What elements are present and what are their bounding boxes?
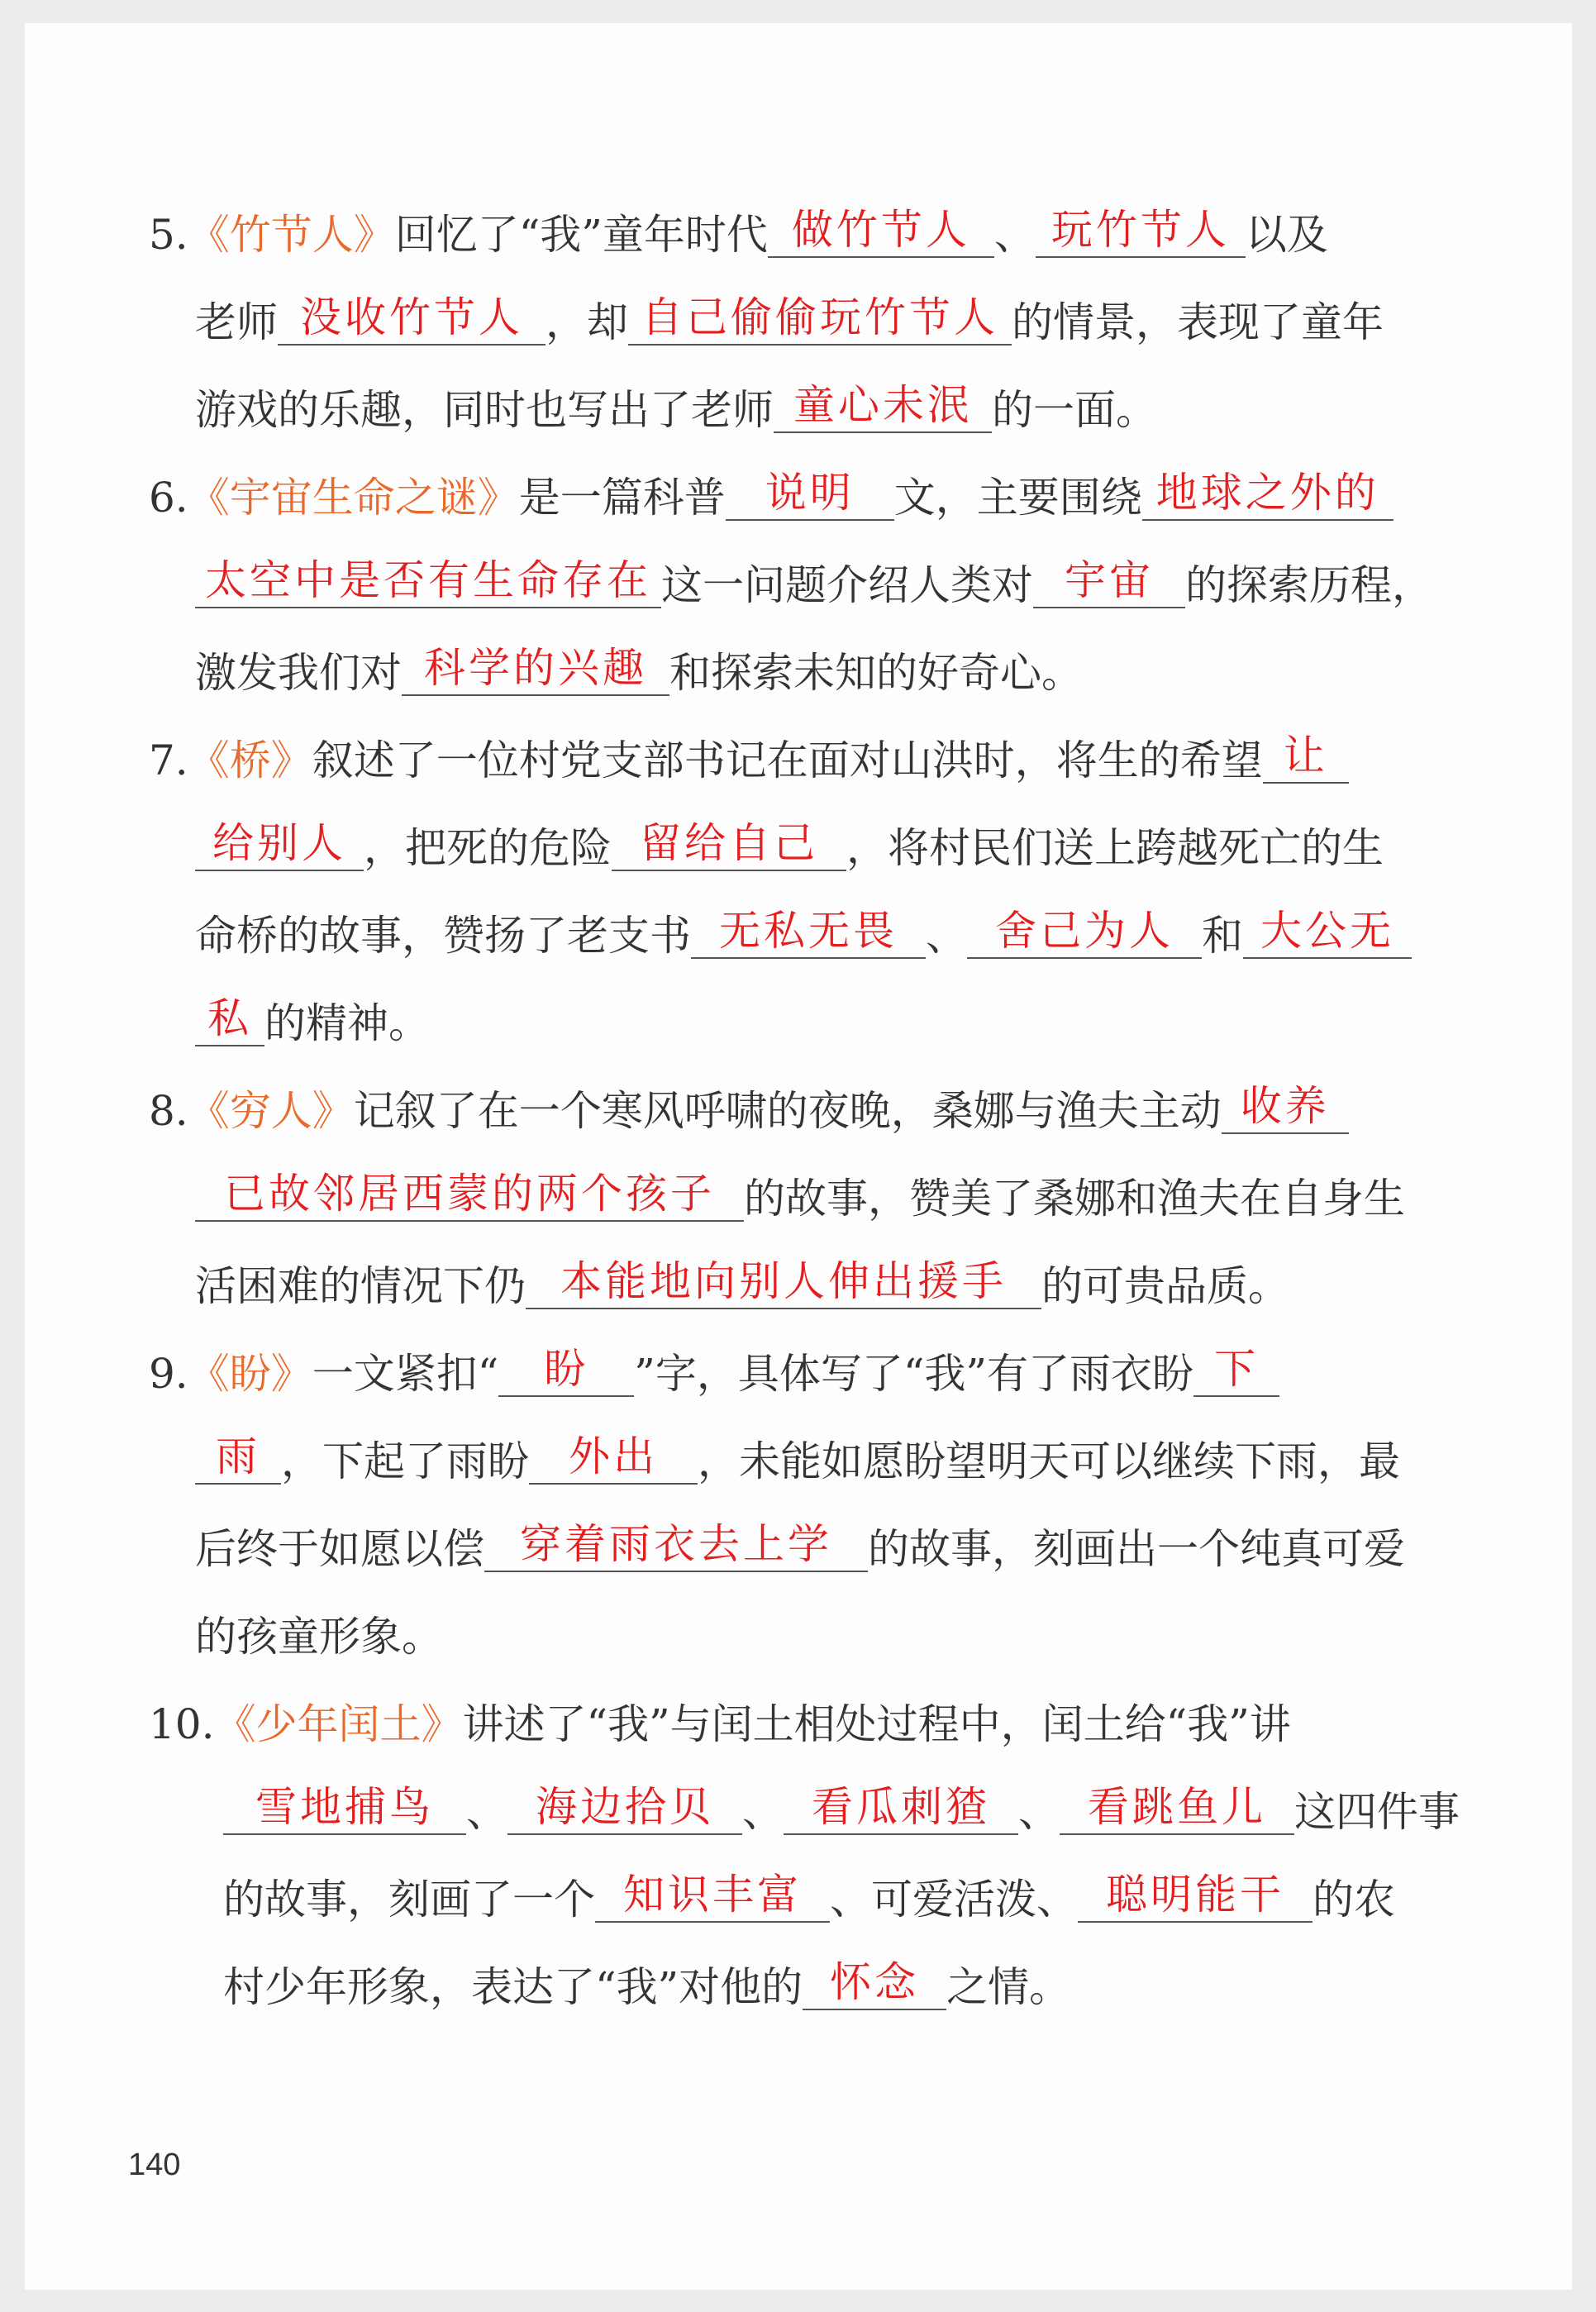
item-number: 6. [149,474,188,522]
item-9-line-1 [149,1344,1279,1404]
static-text: ，将村民们送上跨越死亡的生 [846,824,1384,872]
static-text: 是一篇科普 [518,474,726,522]
static-text: 游戏的乐趣，同时也写出了老师 [195,386,774,434]
item-number: 7. [149,737,188,784]
item-8-line-3 [195,1256,1289,1316]
static-text: ”字，具体写了“我”有了雨衣盼 [634,1350,1193,1398]
static-text: 活困难的情况下仍 [195,1262,526,1310]
item-number: 10. [149,1700,215,1748]
static-text: ，却 [545,298,628,346]
static-text: ，把死的危险 [364,824,612,872]
item-6-line-3 [195,643,1083,703]
answer-blank: 没收竹节人 [278,293,545,346]
item-6-line-1 [149,468,1394,527]
answer-blank: 看跳鱼儿 [1060,1782,1294,1835]
static-text: 、 [742,1788,784,1836]
answer-blank: 怀念 [803,1957,946,2010]
static-text: 的一面。 [992,386,1157,434]
answer-blank: 无私无畏 [691,906,926,959]
static-text: 讲述了“我”与闰土相处过程中，闰土给“我”讲 [462,1700,1291,1748]
answer-blank: 做竹节人 [768,205,994,258]
item-9-line-3 [195,1519,1405,1579]
answer-blank: 聪明能干 [1078,1870,1313,1923]
static-text: 激发我们对 [195,649,402,697]
answer-blank: 给别人 [195,818,364,871]
answer-blank: 本能地向别人伸出援手 [526,1256,1041,1309]
text-title: 《竹节人》 [188,211,395,259]
item-6-line-2 [195,555,1433,615]
item-number: 8. [149,1087,188,1135]
static-text: 的情景，表现了童年 [1012,298,1384,346]
answer-blank: 收养 [1222,1081,1349,1134]
static-text: 之情。 [946,1963,1071,2011]
item-10-line-3 [223,1870,1395,1929]
static-text: 的故事，刻画出一个纯真可爱 [868,1525,1405,1573]
static-text: ，下起了雨盼 [281,1437,529,1485]
answer-blank: 童心未泯 [774,380,992,433]
static-text: 、 [466,1788,507,1836]
text-title: 《宇宙生命之谜》 [188,474,519,522]
text-title: 《盼》 [188,1350,312,1398]
static-text: 文，主要围绕 [893,474,1142,522]
text-title: 《桥》 [188,737,312,784]
workbook-page [25,23,1572,2290]
item-9-line-2 [195,1432,1400,1491]
static-text: 的故事，刻画了一个 [223,1876,595,1923]
static-text: 的故事，赞美了桑娜和渔夫在自身生 [744,1175,1405,1223]
text-title: 《穷人》 [188,1087,354,1135]
static-text: 一文紧扣“ [312,1350,499,1398]
static-text: ，未能如愿盼望明天可以继续下雨，最 [698,1437,1400,1485]
item-8-line-2 [195,1169,1405,1228]
answer-blank: 雨 [195,1432,281,1485]
static-text: 村少年形象，表达了“我”对他的 [223,1963,803,2011]
static-text: 和探索未知的好奇心。 [669,649,1083,697]
static-text: 的精神。 [264,999,430,1047]
page-number: 140 [128,2148,181,2182]
item-number: 5. [149,211,188,259]
item-5-line-3 [195,380,1157,440]
answer-blank: 地球之外的 [1142,468,1394,521]
answer-blank: 留给自己 [612,818,846,871]
item-number: 9. [149,1350,188,1398]
answer-blank: 雪地捕鸟 [223,1782,466,1835]
answer-blank: 让 [1263,731,1349,784]
static-text: 老师 [195,298,278,346]
static-text: 、可爱活泼、 [830,1876,1078,1923]
static-text: 的农 [1313,1876,1395,1923]
static-text: 回忆了“我”童年时代 [394,211,768,259]
static-text: 、 [1018,1788,1060,1836]
item-10-line-4 [223,1957,1070,2017]
answer-blank: 盼 [498,1344,634,1397]
answer-blank: 下 [1193,1344,1279,1397]
answer-blank: 看瓜刺猹 [784,1782,1018,1835]
answer-blank: 穿着雨衣去上学 [484,1519,868,1572]
item-5-line-2 [195,293,1384,352]
item-8-line-1 [149,1081,1349,1141]
answer-blank: 大公无 [1243,906,1412,959]
item-7-line-3 [195,906,1412,965]
static-text: 这一问题介绍人类对 [661,561,1033,609]
answer-blank: 说明 [726,468,894,521]
static-text: 叙述了一位村党支部书记在面对山洪时，将生的希望 [312,737,1263,784]
answer-blank: 科学的兴趣 [402,643,669,696]
item-10-line-1 [149,1695,1291,1754]
static-text: 命桥的故事，赞扬了老支书 [195,912,691,960]
static-text: 的探索历程， [1185,561,1433,609]
static-text: 这四件事 [1294,1788,1460,1836]
answer-blank: 外出 [529,1432,698,1485]
answer-blank: 宇宙 [1033,555,1185,608]
text-title: 《少年闰土》 [214,1700,463,1748]
item-5-line-1 [149,205,1328,265]
answer-blank: 自己偷偷玩竹节人 [628,293,1012,346]
answer-blank: 玩竹节人 [1036,205,1246,258]
static-text: 以及 [1245,211,1328,259]
item-10-line-2 [223,1782,1460,1842]
item-7-line-1 [149,731,1349,790]
static-text: 记叙了在一个寒风呼啸的夜晚，桑娜与渔夫主动 [353,1087,1222,1135]
static-text: 、 [993,211,1036,259]
answer-blank: 知识丰富 [595,1870,830,1923]
static-text: 后终于如愿以偿 [195,1525,484,1573]
item-7-line-2 [195,818,1384,878]
static-text: 和 [1202,912,1243,960]
answer-blank: 太空中是否有生命存在 [195,555,661,608]
answer-blank: 舍己为人 [967,906,1202,959]
answer-blank: 已故邻居西蒙的两个孩子 [195,1169,744,1222]
static-text: 、 [926,912,967,960]
item-9-line-4 [195,1607,443,1666]
static-text: 的可贵品质。 [1041,1262,1289,1310]
answer-blank: 海边拾贝 [507,1782,742,1835]
static-text: 的孩童形象。 [195,1613,443,1661]
item-7-line-4 [195,994,430,1053]
answer-blank: 私 [195,994,264,1046]
